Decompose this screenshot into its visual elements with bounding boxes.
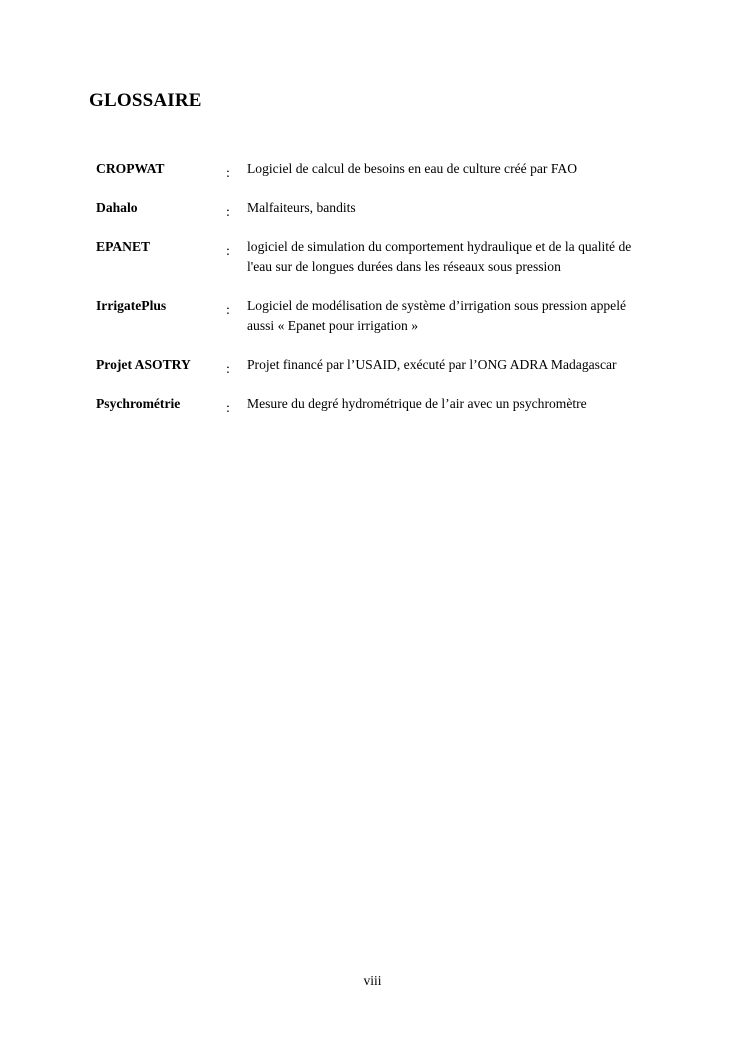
glossary-entry-epanet xyxy=(96,237,636,277)
glossary-definition: Projet financé par l’USAID, exécuté par l’ONG ADRA Madagascar xyxy=(247,357,617,372)
glossary-definition: Logiciel de calcul de besoins en eau de culture créé par FAO xyxy=(247,161,578,176)
glossary-separator: : xyxy=(226,303,230,318)
glossary-entry-projet-asotry xyxy=(96,355,636,375)
glossary-separator: : xyxy=(226,244,230,259)
glossary-separator: : xyxy=(226,166,230,181)
glossary-entry-irrigateplus xyxy=(96,296,636,336)
glossary-definition: Logiciel de modélisation de système d’irrigation sous pression appelé aussi « Epanet pour irrigation » xyxy=(247,298,627,333)
glossary-list xyxy=(96,159,636,433)
glossary-term: CROPWAT xyxy=(96,161,165,176)
glossary-term: EPANET xyxy=(96,239,151,254)
page-number: viii xyxy=(363,973,382,988)
glossary-definition: Malfaiteurs, bandits xyxy=(247,200,356,215)
page-title: GLOSSAIRE xyxy=(89,90,202,111)
glossary-separator: : xyxy=(226,205,230,220)
glossary-term: Psychrométrie xyxy=(96,396,181,411)
glossary-definition: Mesure du degré hydrométrique de l’air avec un psychromètre xyxy=(247,396,587,411)
glossary-definition: logiciel de simulation du comportement hydraulique et de la qualité de l'eau sur de longues durées dans les réseaux sous pression xyxy=(247,239,632,274)
glossary-term: IrrigatePlus xyxy=(96,298,167,313)
glossary-entry-psychrometrie xyxy=(96,394,636,414)
glossary-entry-cropwat xyxy=(96,159,636,179)
glossary-term: Projet ASOTRY xyxy=(96,357,191,372)
glossary-term: Dahalo xyxy=(96,200,138,215)
glossary-separator: : xyxy=(226,401,230,416)
glossary-separator: : xyxy=(226,362,230,377)
glossary-entry-dahalo xyxy=(96,198,636,218)
